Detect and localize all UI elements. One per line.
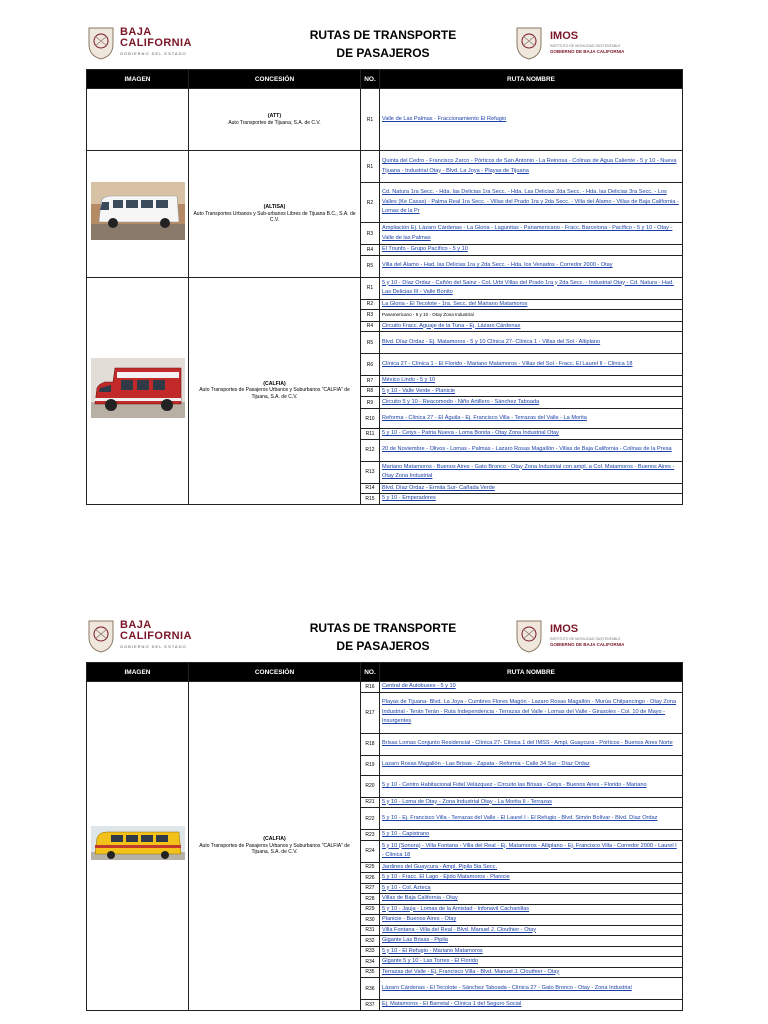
route-link[interactable]: Blvd. Díaz Ordaz - Ermita Sur- Cañada Verde xyxy=(382,484,495,491)
imos-logo xyxy=(514,24,674,60)
route-number: R25 xyxy=(361,862,380,873)
route-number: R9 xyxy=(361,397,380,409)
route-number: R21 xyxy=(361,797,380,808)
column-header: NO. xyxy=(361,70,380,89)
route-link[interactable]: México Lindo - 5 y 10 xyxy=(382,377,436,383)
route-name-cell xyxy=(380,808,683,830)
route-link[interactable]: 5 y 10 - Capistrano xyxy=(382,831,430,837)
route-name-cell xyxy=(380,245,683,256)
route-number: R31 xyxy=(361,925,380,936)
route-name-cell xyxy=(380,439,683,461)
document-page-2 xyxy=(0,615,768,1024)
route-link[interactable]: Gigante Las Brisas - Pipila xyxy=(382,937,448,943)
column-header: CONCESIÓN xyxy=(189,663,361,682)
route-link[interactable]: Reforma - Clínica 27 - El Águila - Ej. Francisco Villa - Terrazas del Valle - La Morita xyxy=(382,414,587,421)
route-link[interactable]: Ej. Matamoros - El Barretal - Clínica 1 del Seguro Social xyxy=(382,1001,522,1007)
bc-name: BAJA CALIFORNIA xyxy=(120,26,192,49)
table-header-row xyxy=(87,70,683,89)
route-name-cell xyxy=(380,862,683,873)
concession-abbr: (ALTISA) xyxy=(263,204,286,210)
route-link[interactable]: 5 y 10 - Col. Azteca xyxy=(382,884,431,891)
route-link[interactable]: Quinta del Cedro - Francisco Zarco - Pórticos de San Antonio - La Reinosa - Colinas de Agua Caliente - 5 y 10 - Nueva Tijuana - Industrial Otay - Blvd. La Joya - Playas de Tijuana xyxy=(382,158,677,174)
route-name-cell xyxy=(380,397,683,409)
route-link[interactable]: 5 y 10 - Fracc. El Lago - Ejido Matamoros - Planicie xyxy=(382,874,510,880)
route-link[interactable]: Villas de Baja California - Otay xyxy=(382,895,458,901)
route-name-cell xyxy=(380,354,683,376)
route-number: R16 xyxy=(361,682,380,693)
route-number: R23 xyxy=(361,830,380,841)
column-header: RUTA NOMBRE xyxy=(380,663,683,682)
route-name-cell xyxy=(380,733,683,755)
route-name-cell xyxy=(380,310,683,322)
route-name-cell xyxy=(380,1000,683,1011)
route-name-cell xyxy=(380,936,683,947)
route-link[interactable]: 5 y 10 - Valle Verde - Planicie xyxy=(382,387,455,394)
imos-subtitle: INSTITUTO DE MOVILIDAD SUSTENTABLE xyxy=(550,44,621,48)
route-link[interactable]: Gigante 5 y 10 - Las Torres - El Florido xyxy=(382,958,478,964)
route-link[interactable]: Central de Autobuses - 5 y 10 xyxy=(382,683,456,689)
route-link[interactable]: 5 y 10 - Jauja - Lomas de la Amistad - Infonavit Cachanillas xyxy=(382,905,530,912)
route-link[interactable]: 5 y 10 - Cetys - Patria Nueva - Loma Bonita - Otay Zona Industrial Otay xyxy=(382,430,559,436)
route-name-cell xyxy=(380,873,683,884)
route-name-cell xyxy=(380,376,683,387)
route-name-cell xyxy=(380,223,683,245)
table-row xyxy=(87,682,683,693)
route-link[interactable]: Villa del Álamo - Had. las Delicias 1ra y 2da Secc. - Hda. los Venados - Corredor 2000 - Otay xyxy=(382,262,613,269)
route-number: R27 xyxy=(361,883,380,894)
route-link[interactable]: 5 y 10 - Díaz Ordaz - Cañón del Sainz - Col. Urbi Villas del Prado 1ra y 2da Secc. - Industrial Otay - Cd. Natura - Had. Las Delicias III - Valle Bonito xyxy=(382,279,674,295)
route-name-cell xyxy=(380,946,683,957)
route-link[interactable]: Cd. Natura 1ra Secc. - Hda. las Delicias 1ra Secc. - Hda. Las Delicias 2da Secc. - Hda. las Delicias 3ra Secc. - Los Valles (Ke Casas) - Palma Real 1ra Secc. - Villas del Prado 1ra y 2da Secc. - Villa del Álamo - Villas de Baja California - Lomas de la Pr xyxy=(382,189,679,215)
route-number: R18 xyxy=(361,733,380,755)
imos-name: IMOS xyxy=(550,30,579,42)
route-name-cell xyxy=(380,386,683,397)
route-link[interactable]: 5 y 10 - Centro Habitacional Fidel Velázquez - Circuito las Brisas - Cetys - Buenos Aires - Florido - Mariano xyxy=(382,782,647,789)
route-number: R10 xyxy=(361,409,380,429)
route-name-cell xyxy=(380,883,683,894)
table-row xyxy=(87,89,683,151)
route-number: R22 xyxy=(361,808,380,830)
concession-cell xyxy=(189,151,361,278)
route-number: R11 xyxy=(361,429,380,440)
concession-abbr: (CALFIA) xyxy=(263,380,286,387)
route-name-cell xyxy=(380,957,683,968)
concession-cell xyxy=(189,682,361,1011)
white-van-photo xyxy=(91,182,185,240)
route-link[interactable]: Ampliación Ej. Lázaro Cárdenas - La Gloria - Lagunitas - Panamericano - Fracc. Barcelona - Pacífico - 5 y 10 - Otay - Valle de las Palmas xyxy=(382,225,673,241)
route-number: R1 xyxy=(361,277,380,299)
red-bus-photo xyxy=(91,358,185,418)
route-name-cell xyxy=(380,494,683,505)
imos-government: GOBIERNO DE BAJA CALIFORNIA xyxy=(550,642,625,647)
route-number: R34 xyxy=(361,957,380,968)
route-link[interactable]: Brisas Lomas Conjunto Residencial - Clínica 27- Clínica 1 del IMSS - Ampl. Guaycura - Pórticos - Buenos Aires Norte xyxy=(382,740,673,747)
route-link[interactable]: La Gloria - El Tecolote - 1ra. Secc. del Mariano Matamoros xyxy=(382,300,528,307)
route-name-cell xyxy=(380,151,683,183)
route-name-cell xyxy=(380,840,683,862)
route-name-cell xyxy=(380,967,683,978)
route-link[interactable]: 5 y 10 - Emperadores xyxy=(382,495,436,501)
route-link[interactable]: Blvd. Díaz Ordaz - Ej. Matamoros - 5 y 10 Clínica 27- Clínica 1 - Villas del Sol - Altiplano xyxy=(382,338,601,345)
imos-logo xyxy=(514,617,674,653)
route-link[interactable]: Lazaro Rosas Magallón - Las Brisas - Zapata - Reforma - Calle 34 Sur - Díaz Ordaz xyxy=(382,761,590,768)
route-link[interactable]: Circuito Fracc. Aguaje de la Tuna - Ej. Lázaro Cárdenas xyxy=(382,322,521,329)
route-number: R24 xyxy=(361,840,380,862)
concession-name: Auto Transportes Urbanos y Sub-urbanos Libres de Tijuana B.C., S.A. de C.V. xyxy=(193,210,356,223)
state-seal-icon xyxy=(514,617,544,653)
route-number: R4 xyxy=(361,245,380,256)
route-number: R32 xyxy=(361,936,380,947)
state-seal-icon xyxy=(86,617,116,653)
route-number: R12 xyxy=(361,439,380,461)
page-header xyxy=(0,615,768,665)
column-header: RUTA NOMBRE xyxy=(380,70,683,89)
route-link[interactable]: Playas de Tijuana- Blvd. La Joya - Cumbres Flores Magón - Lazaro Rosas Magallón - Murúa Chilpancingo - Otay Zona Industrial - Terán Terán - Ruta Independencia - Terrazas del Valle - Lomas del Valle - Girasoles - Col. 10 de Mayo - Insurgentes xyxy=(382,699,677,725)
route-number: R37 xyxy=(361,1000,380,1011)
route-number: R1 xyxy=(361,89,380,151)
page-title: RUTAS DE TRANSPORTE DE PASAJEROS xyxy=(309,621,457,653)
route-number: R2 xyxy=(361,183,380,223)
table-row xyxy=(87,277,683,299)
baja-california-logo xyxy=(86,24,196,60)
page-title: RUTAS DE TRANSPORTE DE PASAJEROS xyxy=(309,28,457,60)
concession-cell xyxy=(189,277,361,504)
yellow-van-photo xyxy=(91,826,185,860)
column-header: IMAGEN xyxy=(87,663,189,682)
bc-subtitle: GOBIERNO DEL ESTADO xyxy=(120,644,187,649)
route-number: R4 xyxy=(361,321,380,332)
route-link[interactable]: Clínica 27 - Clínica 1 - El Florido - Mariano Matamoros - Villas del Sol - Fracc. El Laurel II - Clínica 18 xyxy=(382,360,633,367)
route-link[interactable]: Terrazas del Valle - Ej. Francisco Villa - Blvd. Manuel J. Clouthier - Otay xyxy=(382,968,560,975)
bc-subtitle: GOBIERNO DEL ESTADO xyxy=(120,51,187,56)
route-name-cell xyxy=(380,429,683,440)
route-link[interactable]: 5 y 10 - Loma de Otay - Zona Industrial Otay - La Morita II - Terrazas xyxy=(382,798,552,805)
route-link[interactable]: El Triunfo - Grupo Pacífico - 5 y 10 xyxy=(382,246,468,252)
column-header: NO. xyxy=(361,663,380,682)
vehicle-image-cell xyxy=(87,89,189,151)
route-name-cell xyxy=(380,483,683,494)
route-link[interactable]: Villa Fontana - Villa del Real - Blvd. Manuel J. Clouthier - Otay xyxy=(382,926,537,933)
route-link[interactable]: Jardines del Guaycura - Ampl. Pipila 5ta Secc. xyxy=(382,863,498,870)
route-number: R26 xyxy=(361,873,380,884)
route-link[interactable]: Circuito 5 y 10 - Reacomodo - Niño Artillero - Sánchez Taboada xyxy=(382,398,540,405)
route-name-cell xyxy=(380,978,683,1000)
route-link[interactable]: 5 y 10 - Ej. Francisco Villa - Terrazas del Valle - El Laurel I - El Refugio - Blvd. Simón Bolívar - Blvd. Díaz Ordaz xyxy=(382,814,658,821)
route-number: R19 xyxy=(361,755,380,775)
route-link[interactable]: Planicie - Buenos Aires - Otay xyxy=(382,916,457,922)
imos-name: IMOS xyxy=(550,623,579,635)
route-number: R17 xyxy=(361,692,380,733)
route-number: R1 xyxy=(361,151,380,183)
route-name-cell xyxy=(380,277,683,299)
route-number: R36 xyxy=(361,978,380,1000)
route-name-cell xyxy=(380,797,683,808)
concession-abbr: (CALFIA) xyxy=(263,836,286,842)
concession-name: Auto Transportes de Pasajeros Urbanos y Suburbanos "CALFIA" de Tijuana, S.A. de C.V. xyxy=(199,842,350,855)
route-link[interactable]: Lázaro Cárdenas - El Tecolote - Sánchez Taboada - Clínica 27 - Gato Bronco - Otay - Zona Industrial xyxy=(382,984,632,991)
route-link[interactable]: 5 y 10 - El Refugio - Mariano Matamoros xyxy=(382,947,483,954)
route-link[interactable]: Mariano Matamoros - Buenos Aires - Gato Bronco - Otay Zona Industrial con ampl. a Col. Matamoros - Buenos Aires - Otay Zona Industrial xyxy=(382,463,675,479)
route-name-cell xyxy=(380,755,683,775)
imos-subtitle: INSTITUTO DE MOVILIDAD SUSTENTABLE xyxy=(550,637,621,641)
vehicle-image-cell xyxy=(87,151,189,278)
routes-table xyxy=(86,662,683,1011)
route-link[interactable]: Valle de Las Palmas - Fraccionamiento El Refugio xyxy=(382,115,507,122)
route-name-cell xyxy=(380,925,683,936)
route-number: R8 xyxy=(361,386,380,397)
route-name-cell xyxy=(380,183,683,223)
column-header: CONCESIÓN xyxy=(189,70,361,89)
route-text: Panamericano - 5 y 10 - Otay Zona Industrial xyxy=(382,312,474,317)
bc-name: BAJA CALIFORNIA xyxy=(120,619,192,642)
routes-table xyxy=(86,69,683,505)
route-name-cell xyxy=(380,409,683,429)
route-name-cell xyxy=(380,775,683,797)
table-row xyxy=(87,151,683,183)
route-name-cell xyxy=(380,915,683,926)
route-name-cell xyxy=(380,461,683,483)
baja-california-logo xyxy=(86,617,196,653)
route-number: R14 xyxy=(361,483,380,494)
state-seal-icon xyxy=(514,24,544,60)
route-number: R30 xyxy=(361,915,380,926)
route-link[interactable]: 5 y 10 (Sonora) - Villa Fontana - Villa del Real - Ej. Matamoros - Altiplano - Ej. Francisco Villa - Corredor 2000 - Laurel I - Clínica 18 xyxy=(382,842,677,858)
page-header xyxy=(0,22,768,72)
concession-name: Auto Transportes de Tijuana, S.A. de C.V. xyxy=(228,119,321,126)
route-name-cell xyxy=(380,321,683,332)
route-number: R15 xyxy=(361,494,380,505)
imos-government: GOBIERNO DE BAJA CALIFORNIA xyxy=(550,49,625,54)
route-number: R5 xyxy=(361,255,380,277)
concession-name: Auto Transportes de Pasajeros Urbanos y Suburbanos "CALFIA" de Tijuana, S.A. de C.V. xyxy=(199,387,350,400)
route-number: R13 xyxy=(361,461,380,483)
vehicle-image-cell xyxy=(87,682,189,1011)
concession-cell xyxy=(189,89,361,151)
route-name-cell xyxy=(380,830,683,841)
route-number: R3 xyxy=(361,310,380,322)
route-name-cell xyxy=(380,255,683,277)
route-name-cell xyxy=(380,904,683,915)
route-name-cell xyxy=(380,682,683,693)
column-header: IMAGEN xyxy=(87,70,189,89)
route-number: R5 xyxy=(361,332,380,354)
route-name-cell xyxy=(380,894,683,905)
route-number: R6 xyxy=(361,354,380,376)
route-number: R29 xyxy=(361,904,380,915)
route-name-cell xyxy=(380,89,683,151)
route-number: R20 xyxy=(361,775,380,797)
route-name-cell xyxy=(380,692,683,733)
route-name-cell xyxy=(380,332,683,354)
state-seal-icon xyxy=(86,24,116,60)
route-number: R7 xyxy=(361,376,380,387)
route-name-cell xyxy=(380,299,683,310)
route-number: R35 xyxy=(361,967,380,978)
concession-abbr: (ATT) xyxy=(267,113,282,119)
route-number: R28 xyxy=(361,894,380,905)
route-number: R3 xyxy=(361,223,380,245)
route-number: R2 xyxy=(361,299,380,310)
table-header-row xyxy=(87,663,683,682)
route-link[interactable]: 20 de Noviembre - Olivos - Lomas - Palmas - Lazaro Rosas Magallón - Villas de Baja California - Colinas de la Presa xyxy=(382,446,672,453)
route-number: R33 xyxy=(361,946,380,957)
vehicle-image-cell xyxy=(87,277,189,504)
